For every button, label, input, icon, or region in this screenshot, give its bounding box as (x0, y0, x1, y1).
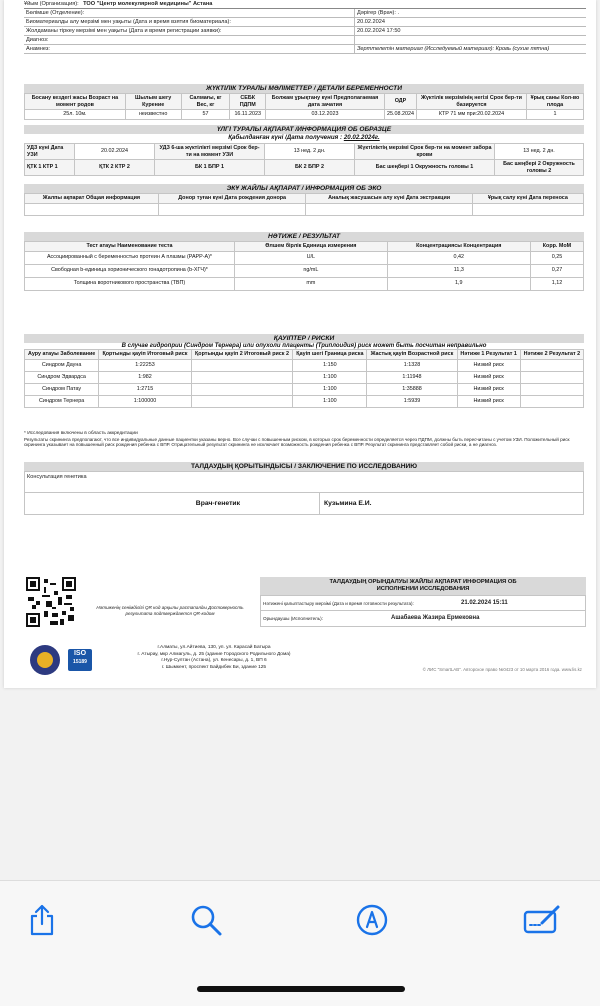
pregnancy-header: Шылым шегу Курение (125, 94, 181, 110)
sample-title: ҮЛГІ ТУРАЛЫ АҚПАРАТ /ИНФОРМАЦИЯ ОБ ОБРАЗЦЕ (24, 125, 584, 134)
pregnancy-header: ОДР (384, 94, 416, 110)
pregnancy-table (24, 93, 584, 120)
eko-section (24, 184, 584, 216)
address-line: г. Шымкент, проспект Байдибек Би, здание 125 (161, 664, 267, 670)
results-header: Корр. МоМ (530, 242, 583, 252)
eko-title: ЭКҰ ЖАЙЛЫ АҚПАРАТ / ИНФОРМАЦИЯ ОБ ЭКО (24, 184, 584, 193)
pregnancy-section (24, 84, 584, 120)
result-name: Толщина воротникового пространства (ТВП) (25, 277, 235, 290)
header-info (24, 0, 586, 54)
uzi-term-value: 13 нед. 2 дн. (265, 144, 355, 160)
share-button[interactable] (22, 900, 62, 940)
result-conc: 0,42 (387, 251, 530, 264)
risk-header: Жастық қауіп Возрастной риск (367, 350, 457, 360)
result-name: Ассоциированный с беременностью протеин А плазмы (PAPP-A)* (25, 251, 235, 264)
result-conc: 11,3 (387, 264, 530, 277)
risk-cell (191, 359, 293, 371)
risk-row (25, 359, 584, 371)
geneticist-name: Кузьмина Е.И. (324, 500, 372, 507)
collect-term-value: 13 нед. 2 дн. (495, 144, 584, 160)
risk-cell: 1:2715 (99, 383, 191, 395)
address-line: г. Атырау, мкр Алмагуль, д. 25 (здание Городского Родильного Дома) (137, 651, 291, 657)
pregnancy-value: КТР 71 мм при:20.02.2024 (416, 110, 526, 120)
sample-date-value: 20.02.2024 (354, 18, 586, 26)
addresses (104, 645, 324, 671)
results-table (24, 241, 584, 291)
bpr1-label: БК 1 БПР 1 (155, 160, 265, 176)
received-value: 20.02.2024г. (343, 134, 380, 141)
risk-cell: Низкий риск (457, 383, 520, 395)
sample-table (24, 143, 584, 176)
result-mom: 1,12 (530, 277, 583, 290)
address-line: г.Нур-Султан (Астана), ул. Кенесары, д. 1, ВП 6 (161, 658, 267, 663)
result-row (25, 277, 584, 290)
collect-term-label: Жүктіліктің мерзімі Срок бер-ти на момент забора крови (355, 144, 495, 160)
results-header: Тест атауы Наименование теста (25, 242, 235, 252)
pregnancy-header: Болжам ұрықтану күні Предполагаемая дата зачатия (266, 94, 385, 110)
iso-text: ISO (73, 650, 87, 657)
risk-cell: Синдром Дауна (25, 359, 99, 371)
head1-label: Бас шеңбері 1 Окружность головы 1 (355, 160, 495, 176)
pregnancy-value: 25л. 10м. (25, 110, 126, 120)
risk-cell: 1:1328 (367, 359, 457, 371)
ktr1-label: ҚТК 1 КТР 1 (25, 160, 75, 176)
reg-date-label: Жолдаманы тіркеу мерзімі мен уақыты (Дата и время регистрации заявки): (26, 27, 222, 34)
conclusion-text: Консультация генетика (24, 471, 584, 493)
risk-cell (520, 371, 583, 383)
conclusion-section (24, 462, 584, 515)
org-value: ТОО "Центр молекулярной медицины" Астана (83, 0, 213, 7)
risk-cell: 1:100 (293, 395, 367, 407)
result-mom: 0,27 (530, 264, 583, 277)
search-button[interactable] (186, 900, 226, 940)
risk-header: Қортынды қауіп 2 Итоговый риск 2 (191, 350, 293, 360)
risk-row (25, 383, 584, 395)
risk-header: Нәтиже 2 Результат 2 (520, 350, 583, 360)
risk-cell: Синдром Патау (25, 383, 99, 395)
pregnancy-header: Босану кездегі жасы Возраст на момент родов (25, 94, 126, 110)
risk-cell: 1:100000 (99, 395, 191, 407)
lab-logo (30, 645, 60, 675)
iso-number: 15189 (73, 659, 87, 665)
ktr2-label: ҚТК 2 КТР 2 (75, 160, 155, 176)
risk-cell: Синдром Эдвардса (25, 371, 99, 383)
pregnancy-header: СЕБК ПДПМ (230, 94, 266, 110)
result-name: Свободная b-единица хорионического гонадотропина (b-ХГЧ)* (25, 264, 235, 277)
risk-cell (520, 395, 583, 407)
diagnosis-label: Диагноз: (26, 36, 49, 43)
eko-header: Аналық жасушасын алу күні Дата экстракции (306, 194, 472, 204)
risk-cell (520, 359, 583, 371)
accred-note: * Исследования включены в область аккредитации (24, 431, 138, 436)
sample-date-label: Биоматериалды алу мерзімі мен уақыты (Дата и время взятия биоматериала): (26, 18, 231, 25)
risk-header: Қауіп шегі Граница риска (293, 350, 367, 360)
risk-cell: 1:11948 (367, 371, 457, 383)
bpr2-label: БК 2 БПР 2 (265, 160, 355, 176)
qr-caption: Нәтиженің сенімділігі QR код арқылы растапалды Достоверность результата подтверждается QR-кодом (90, 605, 250, 616)
execution-info (260, 577, 586, 627)
org-label: Ұйым (Организация): (24, 0, 79, 7)
risk-cell: Низкий риск (457, 395, 520, 407)
uzi-date-value: 20.02.2024 (75, 144, 155, 160)
uzi-date-label: УДЗ күні Дата УЗИ (25, 144, 75, 160)
notes-section (24, 431, 584, 447)
pregnancy-title: ЖҮКТІЛІК ТУРАЛЫ МӘЛІМЕТТЕР / ДЕТАЛИ БЕРЕМЕННОСТИ (24, 84, 584, 93)
risks-section (24, 334, 584, 408)
ready-value: 21.02.2024 15:11 (461, 599, 508, 606)
ready-label: Нәтижені қалыптастыру мерзімі (Дата и время готовности результата): (263, 600, 414, 606)
risk-cell: Низкий риск (457, 359, 520, 371)
pregnancy-value: 03.12.2023 (266, 110, 385, 120)
sample-section (24, 125, 584, 176)
markup-icon (355, 903, 389, 937)
pregnancy-value: 57 (181, 110, 230, 120)
pregnancy-value: 16.11.2023 (230, 110, 266, 120)
conclusion-title: ТАЛДАУДЫҢ ҚОРЫТЫНДЫСЫ / ЗАКЛЮЧЕНИЕ ПО ИССЛЕДОВАНИЮ (24, 462, 584, 471)
result-unit: mm (235, 277, 388, 290)
pregnancy-value: 1 (527, 110, 584, 120)
home-indicator (197, 986, 405, 992)
document-page (4, 0, 596, 688)
result-unit: U/L (235, 251, 388, 264)
qr-code (26, 577, 76, 627)
risk-cell: 1:35888 (367, 383, 457, 395)
anamnesis-label: Анамнез: (26, 45, 50, 52)
reg-date-value: 20.02.2024 17:50 (354, 27, 586, 35)
address-line: г.Алматы, ул.Айтиева, 130, уп. ул. Карасай Батыра (157, 645, 271, 650)
risk-header: Ауру атауы Заболевание (25, 350, 99, 360)
risks-table (24, 349, 584, 408)
results-header: Өлшем бірлік Единица измерения (235, 242, 388, 252)
eko-table (24, 193, 584, 216)
pregnancy-header: Ұрық саны Кол-во плода (527, 94, 584, 110)
pregnancy-value: 25.08.2024 (384, 110, 416, 120)
results-title: НӘТИЖЕ / РЕЗУЛЬТАТ (24, 232, 584, 241)
geneticist-label: Врач-генетик (195, 500, 240, 507)
risk-cell (191, 383, 293, 395)
doctor-label: Дәрігер (Врач): (357, 9, 396, 16)
results-section (24, 232, 584, 291)
risk-cell (191, 371, 293, 383)
received-label: Қабылданған күні /Дата получения : (228, 134, 343, 141)
copyright: © ЛИС "SmartLAB". Авторское право №0423 от 10 марта 2016 года. www.lis.kz (360, 666, 582, 673)
result-conc: 1,9 (387, 277, 530, 290)
result-mom: 0,25 (530, 251, 583, 264)
doctor-value: . (397, 9, 400, 16)
risk-cell: 1:100 (293, 371, 367, 383)
head2-label: Бас шеңбері 2 Окружность головы 2 (495, 160, 584, 176)
exec-label: Орындаушы (Исполнитель): (263, 616, 323, 621)
risk-cell: Синдром Тернера (25, 395, 99, 407)
result-unit: ng/mL (235, 264, 388, 277)
edit-icon (522, 903, 562, 937)
pregnancy-value: неизвестно (125, 110, 181, 120)
risk-row (25, 395, 584, 407)
result-row (25, 251, 584, 264)
eko-header: Ұрық салу күні Дата переноса (472, 194, 583, 204)
pregnancy-header: Салмағы, кг Вес, кг (181, 94, 230, 110)
eko-header: Донор туған күні Дата рождения донора (158, 194, 306, 204)
disclaimer-text: Результаты скрининга предполагают, что все индивидуальные данные пациентки указаны верно. Все случаи с повышенным риском, в которых срок беременности определяется через ПДПМ, должны быть пересчитаны с учетом УЗИ. Положительный риск скрининга указывает на повышенный риск рождения ребенка с ВПР. Отрицательный результат скрининга не исключает возможность рождения ребенка с ВПР. Результат скрининга представляет собой риски, а не диагноз. (24, 436, 570, 447)
risk-cell: 1:982 (99, 371, 191, 383)
risks-title: ҚАУІПТЕР / РИСКИ (24, 334, 584, 343)
risk-header: Қортынды қауіп Итоговый риск (99, 350, 191, 360)
risk-cell: 1:5939 (367, 395, 457, 407)
edit-button[interactable] (522, 900, 562, 940)
share-icon (29, 904, 55, 936)
material-value: Зерттелетін материал (Исследуемый материал): Кровь (сухие пятна) (354, 45, 586, 53)
dept-label: Бөлімше (Отделение): (26, 9, 85, 16)
risk-cell: Низкий риск (457, 371, 520, 383)
risk-cell: 1:22253 (99, 359, 191, 371)
uzi-term-label: УДЗ 6-ша жүктілікті мерзімі Срок бер-ти на момент УЗИ (155, 144, 265, 160)
risk-row (25, 371, 584, 383)
markup-button[interactable] (352, 900, 392, 940)
risk-cell: 1:100 (293, 383, 367, 395)
risk-cell (520, 383, 583, 395)
risks-subtitle: В случае гидроприи (Синдром Тернера) или опухоли плаценты (Триплоидия) риск может быть посчитан неправильно (121, 343, 487, 349)
result-row (25, 264, 584, 277)
exec-value: Ашабаева Жазира Ермековна (391, 615, 480, 621)
exec-title: ТАЛДАУДЫҢ ОРЫНДАЛУЫ ЖАЙЛЫ АҚПАРАТ ИНФОРМАЦИЯ ОБ ИСПОЛНЕНИИ ИССЛЕДОВАНИЯ (260, 577, 586, 595)
risk-cell (191, 395, 293, 407)
search-icon (189, 903, 223, 937)
pregnancy-header: Жүктілік мерзімінің негізі Срок бер-ти базируется (416, 94, 526, 110)
results-header: Концентрациясы Концентрация (387, 242, 530, 252)
iso-badge (68, 649, 92, 671)
risk-cell: 1:150 (293, 359, 367, 371)
eko-header: Жалпы ақпарат Общая информация (25, 194, 159, 204)
risk-header: Нәтиже 1 Результат 1 (457, 350, 520, 360)
